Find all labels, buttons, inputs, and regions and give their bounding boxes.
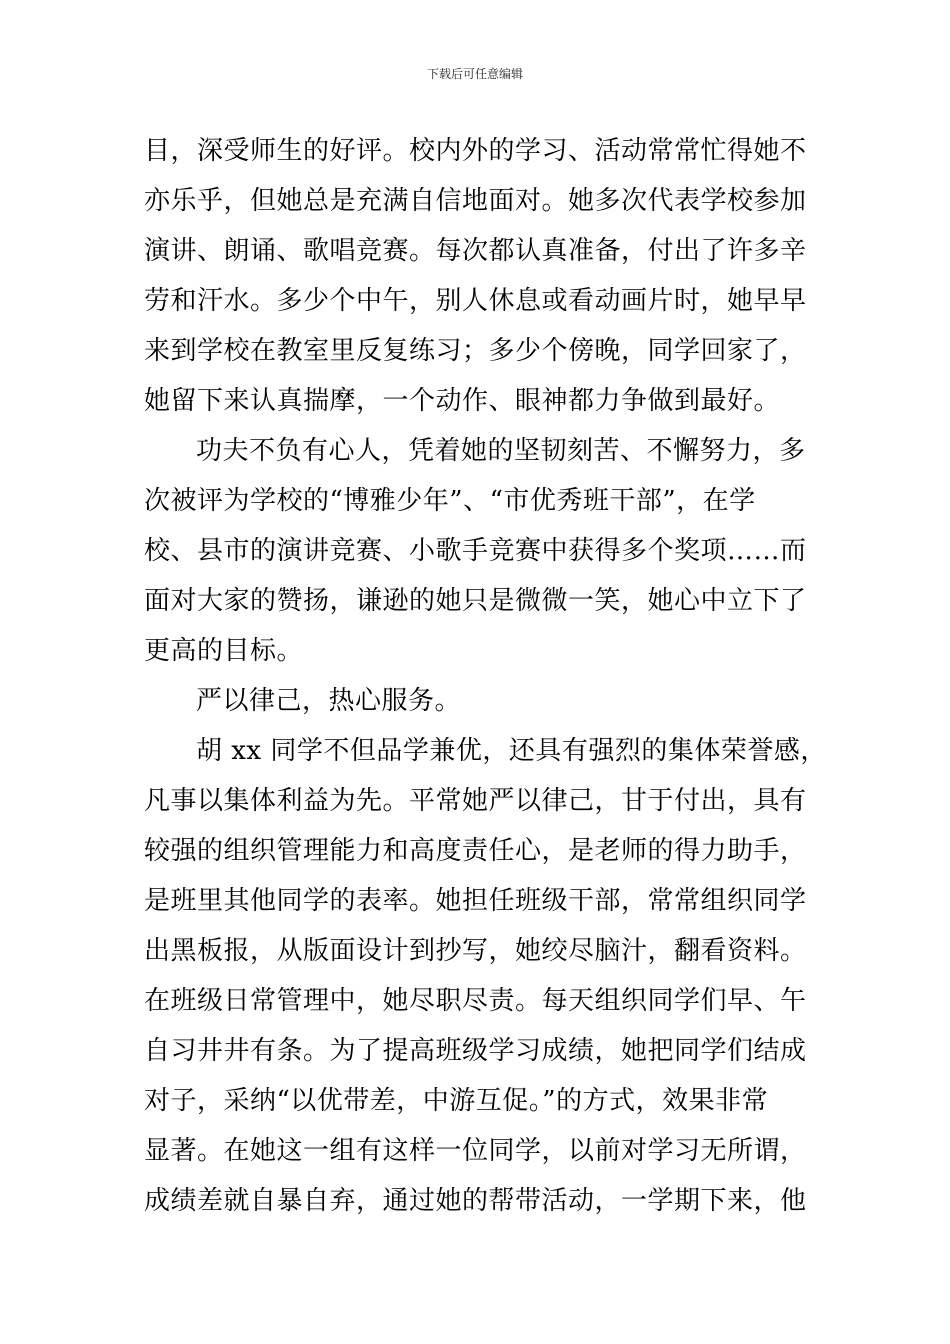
text-line: 目，深受师生的好评。校内外的学习、活动常常忙得她不 (144, 136, 807, 166)
text-line: 她留下来认真揣摩，一个动作、眼神都力争做到最好。 (144, 386, 781, 416)
text-line: 演讲、朗诵、歌唱竞赛。每次都认真准备，付出了许多辛 (144, 236, 807, 266)
text-line: 劳和汗水。多少个中午，别人休息或看动画片时，她早早 (144, 286, 807, 316)
text-line: 面对大家的赞扬，谦逊的她只是微微一笑，她心中立下了 (144, 586, 807, 616)
text-line: 对子，采纳“以优带差，中游互促。”的方式，效果非常 (144, 1086, 769, 1116)
page-header: 下载后可任意编辑 (426, 67, 523, 81)
text-line: 功夫不负有心人，凭着她的坚韧刻苦、不懈努力，多 (196, 436, 806, 466)
text-line: 显著。在她这一组有这样一位同学，以前对学习无所谓， (144, 1136, 807, 1166)
text-line: 来到学校在教室里反复练习；多少个傍晚，同学回家了， (144, 336, 807, 366)
text-line: 胡 xx 同学不但品学兼优，还具有强烈的集体荣誉感， (196, 736, 827, 766)
text-line: 成绩差就自暴自弃，通过她的帮带活动，一学期下来，他 (144, 1186, 807, 1216)
text-line: 严以律己，热心服务。 (196, 686, 462, 716)
text-line: 出黑板报，从版面设计到抄写，她绞尽脑汁，翻看资料。 (144, 936, 807, 966)
text-line: 较强的组织管理能力和高度责任心，是老师的得力助手， (144, 836, 807, 866)
text-line: 是班里其他同学的表率。她担任班级干部，常常组织同学 (144, 886, 807, 916)
text-line: 亦乐乎，但她总是充满自信地面对。她多次代表学校参加 (144, 186, 807, 216)
document-body (144, 126, 827, 1226)
text-line: 更高的目标。 (144, 636, 304, 666)
text-line: 自习井井有条。为了提高班级学习成绩，她把同学们结成 (144, 1036, 807, 1066)
text-line: 凡事以集体利益为先。平常她严以律己，甘于付出，具有 (144, 786, 807, 816)
text-line: 校、县市的演讲竞赛、小歌手竞赛中获得多个奖项……而 (144, 536, 807, 566)
text-line: 在班级日常管理中，她尽职尽责。每天组织同学们早、午 (144, 986, 807, 1016)
text-line: 次被评为学校的“博雅少年”、“市优秀班干部”，在学 (144, 486, 756, 516)
